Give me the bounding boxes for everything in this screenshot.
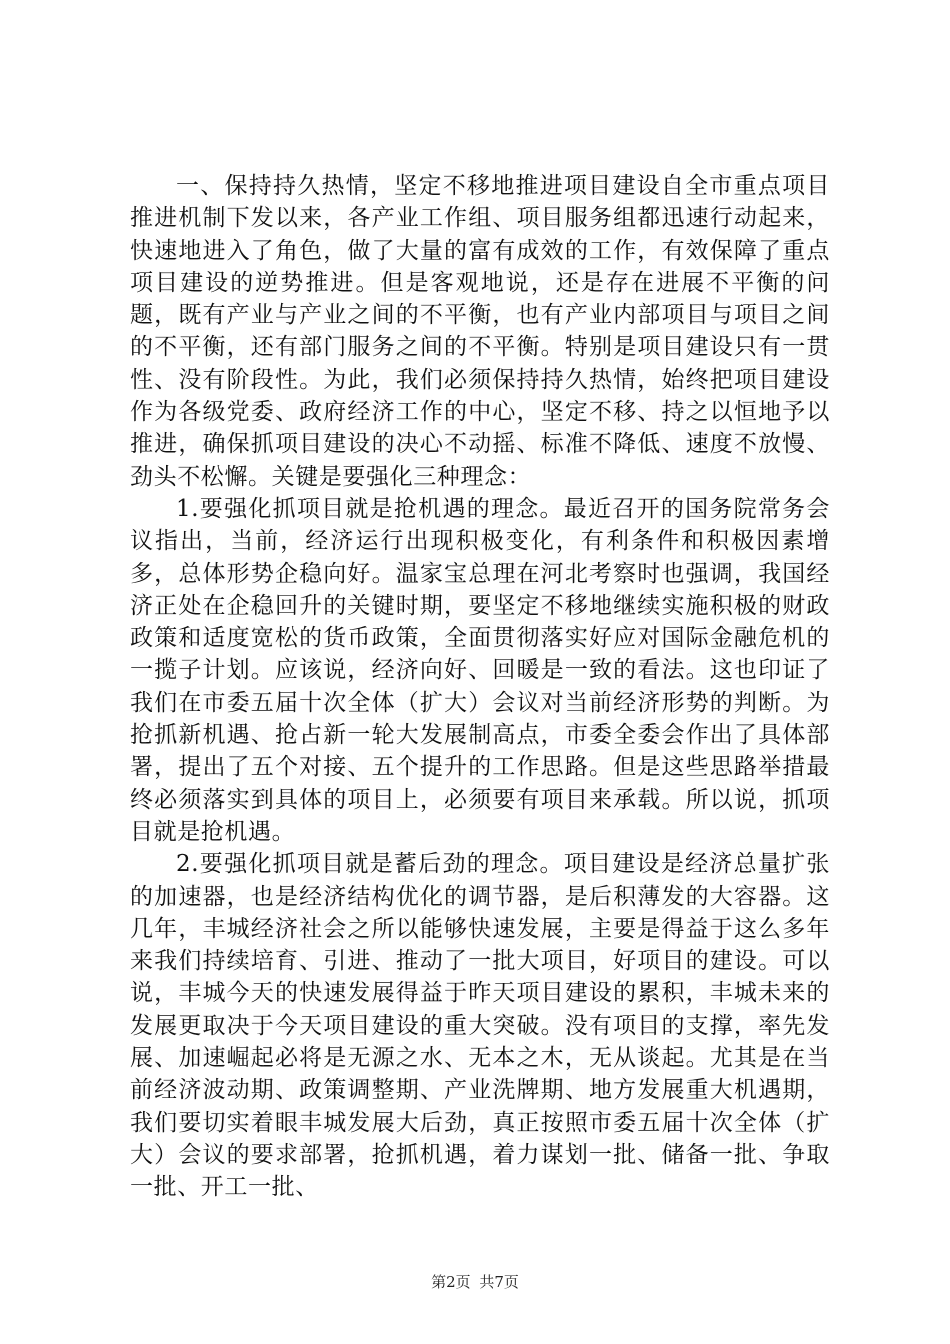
page-number: 第2页 [431,1273,471,1291]
page-total: 共7页 [479,1273,519,1291]
document-body [130,170,830,1204]
paragraph-2: 1.要强化抓项目就是抢机遇的理念。最近召开的国务院常务会议指出，当前，经济运行出现积极变化，有利条件和积极因素增多，总体形势企稳向好。温家宝总理在河北考察时也强调，我国经济正处在企稳回升的关键时期，要坚定不移地继续实施积极的财政政策和适度宽松的货币政策，全面贯彻落实好应对国际金融危机的一揽子计划。应该说，经济向好、回暖是一致的看法。这也印证了我们在市委五届十次全体（扩大）会议对当前经济形势的判断。为抢抓新机遇、抢占新一轮大发展制高点，市委全委会作出了具体部署，提出了五个对接、五个提升的工作思路。但是这些思路举措最终必须落实到具体的项目上，必须要有项目来承载。所以说，抓项目就是抢机遇。 [130,495,830,845]
paragraph-3: 2.要强化抓项目就是蓄后劲的理念。项目建设是经济总量扩张的加速器，也是经济结构优化的调节器，是后积薄发的大容器。这几年，丰城经济社会之所以能够快速发展，主要是得益于这么多年来我们持续培育、引进、推动了一批大项目，好项目的建设。可以说，丰城今天的快速发展得益于昨天项目建设的累积，丰城未来的发展更取决于今天项目建设的重大突破。没有项目的支撑，率先发展、加速崛起必将是无源之水、无本之木，无从谈起。尤其是在当前经济波动期、政策调整期、产业洗牌期、地方发展重大机遇期，我们要切实着眼丰城发展大后劲，真正按照市委五届十次全体（扩大）会议的要求部署，抢抓机遇，着力谋划一批、储备一批、争取一批、开工一批、 [130,851,830,1201]
page-footer [0,1272,950,1292]
paragraph-1: 一、保持持久热情，坚定不移地推进项目建设自全市重点项目推进机制下发以来，各产业工作组、项目服务组都迅速行动起来，快速地进入了角色，做了大量的富有成效的工作，有效保障了重点项目建设的逆势推进。但是客观地说，还是存在进展不平衡的问题，既有产业与产业之间的不平衡，也有产业内部项目与项目之间的不平衡，还有部门服务之间的不平衡。特别是项目建设只有一贯性、没有阶段性。为此，我们必须保持持久热情，始终把项目建设作为各级党委、政府经济工作的中心，坚定不移、持之以恒地予以推进，确保抓项目建设的决心不动摇、标准不降低、速度不放慢、劲头不松懈。关键是要强化三种理念： [130,173,830,490]
